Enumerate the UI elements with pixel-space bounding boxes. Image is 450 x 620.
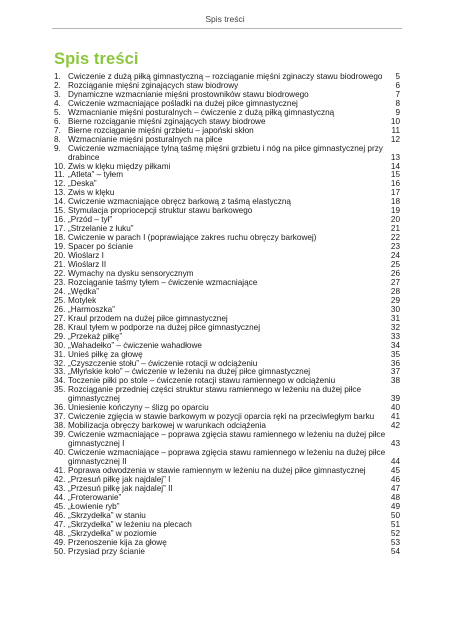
page-title: Spis treści (54, 50, 139, 68)
toc-entry-title: Wzmacnianie mięśni posturalnych – ćwiczenie z dużą piłką gimnastyczną (68, 108, 335, 117)
toc-entry-page: 39 (390, 394, 400, 404)
toc-entry-page: 8 (395, 98, 400, 108)
toc-entry (54, 377, 400, 386)
toc-entry (54, 91, 400, 100)
toc-entry-title: „Strzelanie z łuku” (68, 225, 134, 234)
toc-entry (54, 368, 400, 377)
toc-entry-page: 48 (390, 492, 400, 502)
toc-entry-title: „Froterowanie” (68, 493, 122, 502)
toc-entry-number: 2. (54, 80, 61, 90)
toc-entry-number: 35. (54, 385, 66, 395)
toc-entry-title: Rozciąganie przedniej części struktur stawu ramiennego w leżeniu na dużej piłce gimnastycznej (68, 386, 362, 404)
toc-entry-number: 19. (54, 242, 66, 252)
toc-entry-number: 11. (54, 170, 65, 180)
toc-entry-page: 28 (390, 286, 400, 296)
toc-entry-title: Bierne rozciąganie mięśni zginających stawy biodrowe (68, 117, 266, 126)
toc-entry (54, 503, 400, 512)
toc-entry-title: Wioślarz II (68, 261, 107, 270)
toc-entry (54, 225, 400, 234)
toc-entry-title: Ćwiczenie z dużą piłką gimnastyczną – rozciąganie mięśni zginaczy stawu biodrowego (68, 73, 383, 81)
toc-entry (54, 548, 400, 557)
toc-entry-title: Spacer po ścianie (68, 243, 134, 252)
toc-entry-page: 15 (390, 170, 400, 180)
toc-entry-title: Wymachy na dysku sensorycznym (68, 269, 194, 278)
toc-entry-title: Ćwiczenie wzmacniające tylną taśmę mięśni grzbietu i nóg na piłce gimnastycznej przy drabince (68, 144, 383, 162)
toc-entry-number: 6. (54, 116, 61, 126)
toc-entry (54, 467, 400, 476)
toc-entry-title: Ćwiczenie wzmacniające – poprawa zgięcia stawu ramiennego w leżeniu na dużej piłce gimnastycznej II (68, 449, 386, 466)
toc-entry-title: Ćwiczenie wzmacniające – poprawa zgięcia stawu ramiennego w leżeniu na dużej piłce gimnastycznej I (68, 431, 386, 449)
toc-entry-title: Przenoszenie kija za głowę (68, 538, 167, 547)
toc-entry-title: „Harmoszka” (68, 305, 115, 314)
toc-entry-title: „Przesuń piłkę jak najdalej” I (68, 475, 171, 484)
toc-entry-title: Przysiad przy ścianie (68, 547, 145, 556)
running-header: Spis treści (205, 14, 245, 24)
toc-entry-title: Dynamiczne wzmacnianie mięśni prostowników stawu biodrowego (68, 90, 309, 99)
toc-entry-title: „Skrzydełka” w poziomie (68, 529, 157, 538)
toc-entry (54, 100, 400, 109)
toc-entry (54, 288, 400, 297)
toc-entry-number: 48. (54, 528, 66, 538)
toc-entry-page: 37 (390, 367, 400, 377)
toc-entry-number: 31. (54, 349, 66, 359)
toc-entry-number: 49. (54, 537, 66, 547)
toc-entry-number: 10. (54, 161, 66, 171)
toc-entry-page: 20 (390, 215, 400, 225)
toc-entry-page: 29 (390, 295, 400, 305)
toc-entry-number: 21. (54, 260, 66, 270)
toc-entry (54, 494, 400, 503)
toc-entry-title: „Skrzydełka” w staniu (68, 511, 146, 520)
toc-entry-page: 31 (390, 313, 400, 323)
toc-entry-page: 10 (390, 116, 400, 126)
toc-entry-page: 49 (390, 501, 400, 511)
toc-entry-title: Wioślarz I (68, 252, 104, 261)
toc-entry (54, 306, 400, 315)
toc-entry-title: Zwis w klęku między piłkami (68, 162, 171, 171)
toc-entry-number: 16. (54, 215, 66, 225)
toc-entry-page: 21 (390, 224, 400, 234)
toc-entry-title: Ćwiczenie wzmacniające pośladki na dużej piłce gimnastycznej (68, 99, 298, 108)
toc-entry-title: Kraul przodem na dużej piłce gimnastycznej (68, 314, 228, 323)
toc-entry (54, 431, 400, 449)
toc-entry (54, 521, 400, 530)
toc-entry (54, 145, 400, 163)
toc-entry-number: 36. (54, 403, 66, 413)
toc-entry-number: 28. (54, 322, 66, 332)
toc-entry-page: 46 (390, 474, 400, 484)
toc-entry-number: 3. (54, 89, 61, 99)
toc-entry (54, 198, 400, 207)
toc-entry-title: Wzmacnianie mięśni posturalnych na piłce (68, 135, 223, 144)
toc-entry (54, 270, 400, 279)
toc-entry (54, 82, 400, 91)
toc-entry-title: Kraul tyłem w podporze na dużej piłce gimnastycznej (68, 323, 261, 332)
toc-entry-number: 41. (54, 465, 66, 475)
table-of-contents (54, 73, 400, 556)
toc-entry-page: 6 (395, 80, 400, 90)
toc-entry (54, 118, 400, 127)
toc-entry-page: 50 (390, 510, 400, 520)
toc-entry-title: Mobilizacja obręczy barkowej w warunkach odciążenia (68, 422, 266, 431)
toc-entry-number: 14. (54, 197, 66, 207)
toc-entry (54, 73, 400, 82)
toc-entry (54, 279, 400, 288)
toc-entry-title: Unieś piłkę za głowę (68, 350, 143, 359)
toc-entry-number: 46. (54, 510, 66, 520)
toc-entry-title: „Przekaż piłkę” (68, 332, 123, 341)
toc-entry-page: 41 (390, 412, 400, 422)
toc-entry-title: „Wahadełko” – ćwiczenie wahadłowe (68, 341, 202, 350)
toc-entry (54, 243, 400, 252)
toc-entry-number: 37. (54, 412, 66, 422)
toc-entry-number: 8. (54, 134, 61, 144)
toc-entry (54, 539, 400, 548)
toc-entry-title: Motylek (68, 296, 97, 305)
toc-entry-title: „Wędka” (68, 287, 99, 296)
toc-entry-page: 23 (390, 242, 400, 252)
toc-entry-title: „Przód – tył” (68, 216, 113, 225)
toc-entry-number: 17. (54, 224, 66, 234)
toc-entry-number: 30. (54, 340, 66, 350)
toc-entry (54, 189, 400, 198)
toc-entry (54, 252, 400, 261)
toc-entry-number: 22. (54, 268, 66, 278)
toc-entry-number: 18. (54, 233, 66, 243)
toc-entry-number: 20. (54, 251, 66, 261)
toc-entry-title: Bierne rozciąganie mięśni grzbietu – japoński skłon (68, 126, 254, 135)
toc-entry-page: 47 (390, 483, 400, 493)
toc-entry (54, 413, 400, 422)
toc-entry-number: 33. (54, 367, 66, 377)
toc-entry-title: „Deska” (68, 180, 97, 189)
toc-entry-title: „Atleta” – tyłem (68, 171, 124, 180)
toc-entry-number: 26. (54, 304, 66, 314)
toc-entry-page: 26 (390, 268, 400, 278)
toc-entry-page: 9 (395, 107, 400, 117)
toc-entry-page: 12 (390, 134, 400, 144)
toc-entry-number: 29. (54, 331, 66, 341)
toc-entry-page: 22 (390, 233, 400, 243)
toc-entry-title: „Łowienie ryb” (68, 502, 120, 511)
toc-entry-number: 15. (54, 206, 66, 216)
toc-entry-page: 7 (395, 89, 400, 99)
toc-entry (54, 234, 400, 243)
toc-entry-title: Stymulacja propriocepcji struktur stawu barkowego (68, 207, 253, 216)
toc-entry (54, 324, 400, 333)
toc-entry-title: Rozciąganie mięśni zginających staw biodrowy (68, 81, 239, 90)
toc-entry-page: 52 (390, 528, 400, 538)
toc-entry-page: 19 (390, 206, 400, 216)
toc-entry (54, 216, 400, 225)
toc-entry-page: 40 (390, 403, 400, 413)
toc-entry-page: 30 (390, 304, 400, 314)
toc-entry-page: 13 (390, 152, 400, 162)
toc-entry-page: 54 (390, 546, 400, 556)
toc-entry-number: 34. (54, 376, 66, 386)
toc-entry (54, 530, 400, 539)
header-divider (52, 28, 402, 29)
toc-entry-page: 45 (390, 465, 400, 475)
toc-entry-page: 38 (390, 376, 400, 386)
toc-entry-number: 38. (54, 421, 66, 431)
toc-entry (54, 512, 400, 521)
toc-entry (54, 422, 400, 431)
toc-entry (54, 315, 400, 324)
toc-entry-title: Ćwiczenie wzmacniające obręcz barkową z taśmą elastyczną (68, 198, 291, 207)
toc-entry (54, 485, 400, 494)
toc-entry-page: 43 (390, 439, 400, 449)
toc-entry-number: 13. (54, 188, 66, 198)
toc-entry-page: 5 (395, 72, 400, 81)
toc-entry-number: 32. (54, 358, 66, 368)
toc-entry-number: 50. (54, 546, 66, 556)
toc-entry (54, 342, 400, 351)
toc-entry-page: 17 (390, 188, 400, 198)
toc-entry-number: 27. (54, 313, 66, 323)
toc-entry-page: 18 (390, 197, 400, 207)
toc-entry-page: 14 (390, 161, 400, 171)
toc-entry-title: Uniesienie kończyny – ślizg po oparciu (68, 404, 209, 413)
toc-entry-title: „Przesuń piłkę jak najdalej” II (68, 484, 173, 493)
toc-entry-title: „Skrzydełka” w leżeniu na plecach (68, 520, 192, 529)
toc-entry-number: 40. (54, 448, 66, 458)
toc-entry (54, 386, 400, 404)
toc-entry-page: 42 (390, 421, 400, 431)
toc-entry-number: 9. (54, 143, 61, 153)
toc-entry-page: 16 (390, 179, 400, 189)
toc-entry-number: 25. (54, 295, 66, 305)
toc-entry-title: Rozciąganie taśmy tyłem – ćwiczenie wzmacniające (68, 278, 258, 287)
toc-entry-title: Ćwiczenie zgięcia w stawie barkowym w pozycji oparcia ręki na przeciwległym barku (68, 413, 375, 422)
toc-entry-number: 42. (54, 474, 66, 484)
toc-entry-number: 5. (54, 107, 61, 117)
toc-entry-page: 24 (390, 251, 400, 261)
toc-entry-number: 44. (54, 492, 66, 502)
toc-entry (54, 333, 400, 342)
toc-entry-number: 1. (54, 72, 61, 81)
toc-entry-page: 33 (390, 331, 400, 341)
toc-entry-title: „Czyszczenie stołu” – ćwiczenie rotacji w odciążeniu (68, 359, 258, 368)
toc-entry-page: 34 (390, 340, 400, 350)
toc-entry-number: 47. (54, 519, 66, 529)
toc-entry (54, 351, 400, 360)
toc-entry-title: Ćwiczenie w parach I (poprawiające zakres ruchu obręczy barkowej) (68, 234, 317, 243)
toc-entry (54, 180, 400, 189)
toc-entry-number: 23. (54, 277, 66, 287)
toc-entry-title: „Młyńskie koło” – ćwiczenie w leżeniu na dużej piłce gimnastycznej (68, 368, 311, 377)
toc-entry (54, 404, 400, 413)
toc-entry-number: 7. (54, 125, 61, 135)
toc-entry-title: Toczenie piłki po stole – ćwiczenie rotacji stawu ramiennego w odciążeniu (68, 377, 336, 386)
toc-entry-title: Poprawa odwodzenia w stawie ramiennym w leżeniu na dużej piłce gimnastycznej (68, 466, 366, 475)
toc-entry-page: 51 (390, 519, 400, 529)
toc-entry-page: 44 (390, 456, 400, 466)
toc-entry (54, 476, 400, 485)
toc-entry-page: 25 (390, 260, 400, 270)
toc-entry-number: 39. (54, 430, 66, 440)
toc-entry-page: 35 (390, 349, 400, 359)
toc-entry (54, 136, 400, 145)
toc-entry-number: 43. (54, 483, 66, 493)
toc-entry (54, 163, 400, 172)
toc-entry (54, 360, 400, 369)
toc-entry (54, 171, 400, 180)
toc-entry (54, 109, 400, 118)
toc-entry-number: 45. (54, 501, 66, 511)
toc-entry (54, 261, 400, 270)
toc-entry (54, 127, 400, 136)
toc-entry (54, 297, 400, 306)
toc-entry-number: 4. (54, 98, 61, 108)
toc-entry-number: 24. (54, 286, 66, 296)
toc-entry-number: 12. (54, 179, 66, 189)
toc-entry-page: 32 (390, 322, 400, 332)
toc-entry-page: 36 (390, 358, 400, 368)
toc-entry-page: 53 (390, 537, 400, 547)
toc-entry-title: Zwis w klęku (68, 189, 115, 198)
toc-entry-page: 27 (390, 277, 400, 287)
toc-entry-page: 11 (391, 125, 400, 135)
toc-entry (54, 207, 400, 216)
toc-entry (54, 449, 400, 467)
